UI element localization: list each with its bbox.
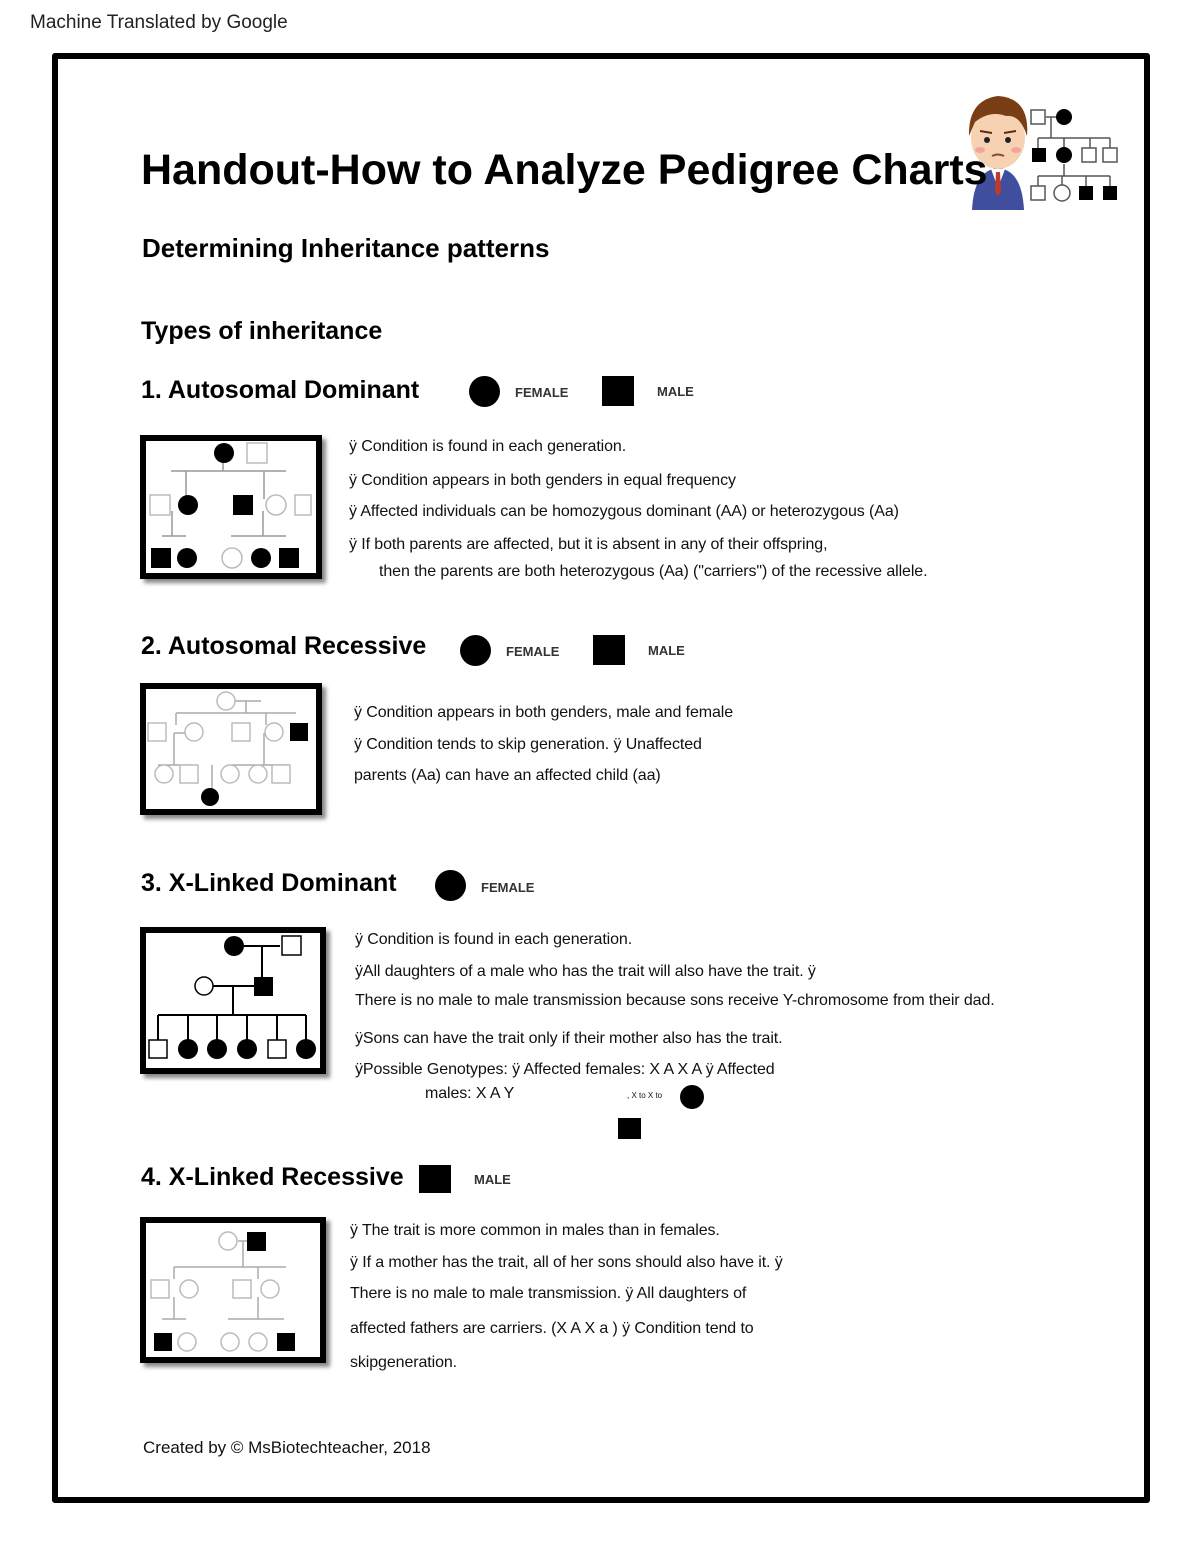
mini-pedigree-icon — [1031, 109, 1117, 201]
text-line: ÿ Condition is found in each generation. — [355, 931, 633, 948]
female-symbol-icon — [469, 376, 500, 407]
female-symbol-icon — [680, 1085, 704, 1109]
female-label: FEMALE — [515, 385, 569, 400]
text-line: ÿ Affected individuals can be homozygous dominant (AA) or heterozygous (Aa) — [349, 503, 899, 520]
female-label: FEMALE — [506, 644, 560, 659]
female-label: FEMALE — [481, 880, 535, 895]
text-line: ÿAll daughters of a male who has the trait will also have the trait. ÿ — [355, 963, 816, 980]
text-line: males: X A Y — [425, 1085, 515, 1102]
machine-translation-note: Machine Translated by Google — [30, 12, 288, 33]
male-label: MALE — [648, 643, 685, 658]
credit-line: Created by © MsBiotechteacher, 2018 — [143, 1438, 431, 1457]
male-symbol-icon — [593, 635, 625, 665]
male-symbol-icon — [419, 1165, 451, 1193]
text-line: ÿ Condition appears in both genders in equal frequency — [349, 472, 736, 489]
text-line: ÿSons can have the trait only if their mother also has the trait. — [355, 1030, 783, 1047]
male-label: MALE — [657, 384, 694, 399]
section-heading-x-linked-dominant: 3. X-Linked Dominant — [141, 869, 397, 897]
text-line: ÿ If both parents are affected, but it is absent in any of their offspring, — [349, 536, 828, 553]
text-line: There is no male to male transmission because sons receive Y-chromosome from their dad. — [355, 992, 995, 1009]
male-symbol-icon — [618, 1118, 641, 1139]
text-line: parents (Aa) can have an affected child (aa) — [354, 767, 661, 784]
genotype-small-text: , X to X to — [627, 1091, 663, 1100]
section-heading-autosomal-dominant: 1. Autosomal Dominant — [141, 376, 420, 404]
female-symbol-icon — [460, 635, 491, 666]
male-label: MALE — [474, 1172, 511, 1187]
text-line: ÿ Condition appears in both genders, male and female — [354, 704, 734, 721]
text-line: skipgeneration. — [350, 1354, 458, 1371]
section-heading-autosomal-recessive: 2. Autosomal Recessive — [141, 632, 427, 660]
pedigree-autosomal-recessive — [140, 683, 322, 815]
text-line: There is no male to male transmission. ÿ All daughters of — [350, 1285, 747, 1302]
female-symbol-icon — [435, 870, 466, 901]
text-line: ÿ The trait is more common in males than in females. — [350, 1222, 720, 1239]
text-line: ÿ Condition is found in each generation. — [349, 438, 627, 455]
male-symbol-icon — [602, 376, 634, 406]
text-line: ÿPossible Genotypes: ÿ Affected females: X A X A ÿ Affected — [355, 1061, 775, 1078]
text-line: then the parents are both heterozygous (Aa) ("carriers") of the recessive allele. — [379, 563, 928, 580]
section-heading-x-linked-recessive: 4. X-Linked Recessive — [141, 1163, 404, 1191]
text-line: ÿ Condition tends to skip generation. ÿ Unaffected — [354, 736, 702, 753]
types-heading: Types of inheritance — [141, 317, 383, 345]
page-title: Handout-How to Analyze Pedigree Charts — [141, 146, 988, 194]
pedigree-autosomal-dominant — [140, 435, 322, 579]
pedigree-x-linked-dominant — [140, 927, 326, 1074]
text-line: ÿ If a mother has the trait, all of her sons should also have it. ÿ — [350, 1254, 783, 1271]
text-line: affected fathers are carriers. (X A X a ) ÿ Condition tend to — [350, 1320, 754, 1337]
subtitle: Determining Inheritance patterns — [142, 233, 550, 263]
pedigree-x-linked-recessive — [140, 1217, 326, 1363]
